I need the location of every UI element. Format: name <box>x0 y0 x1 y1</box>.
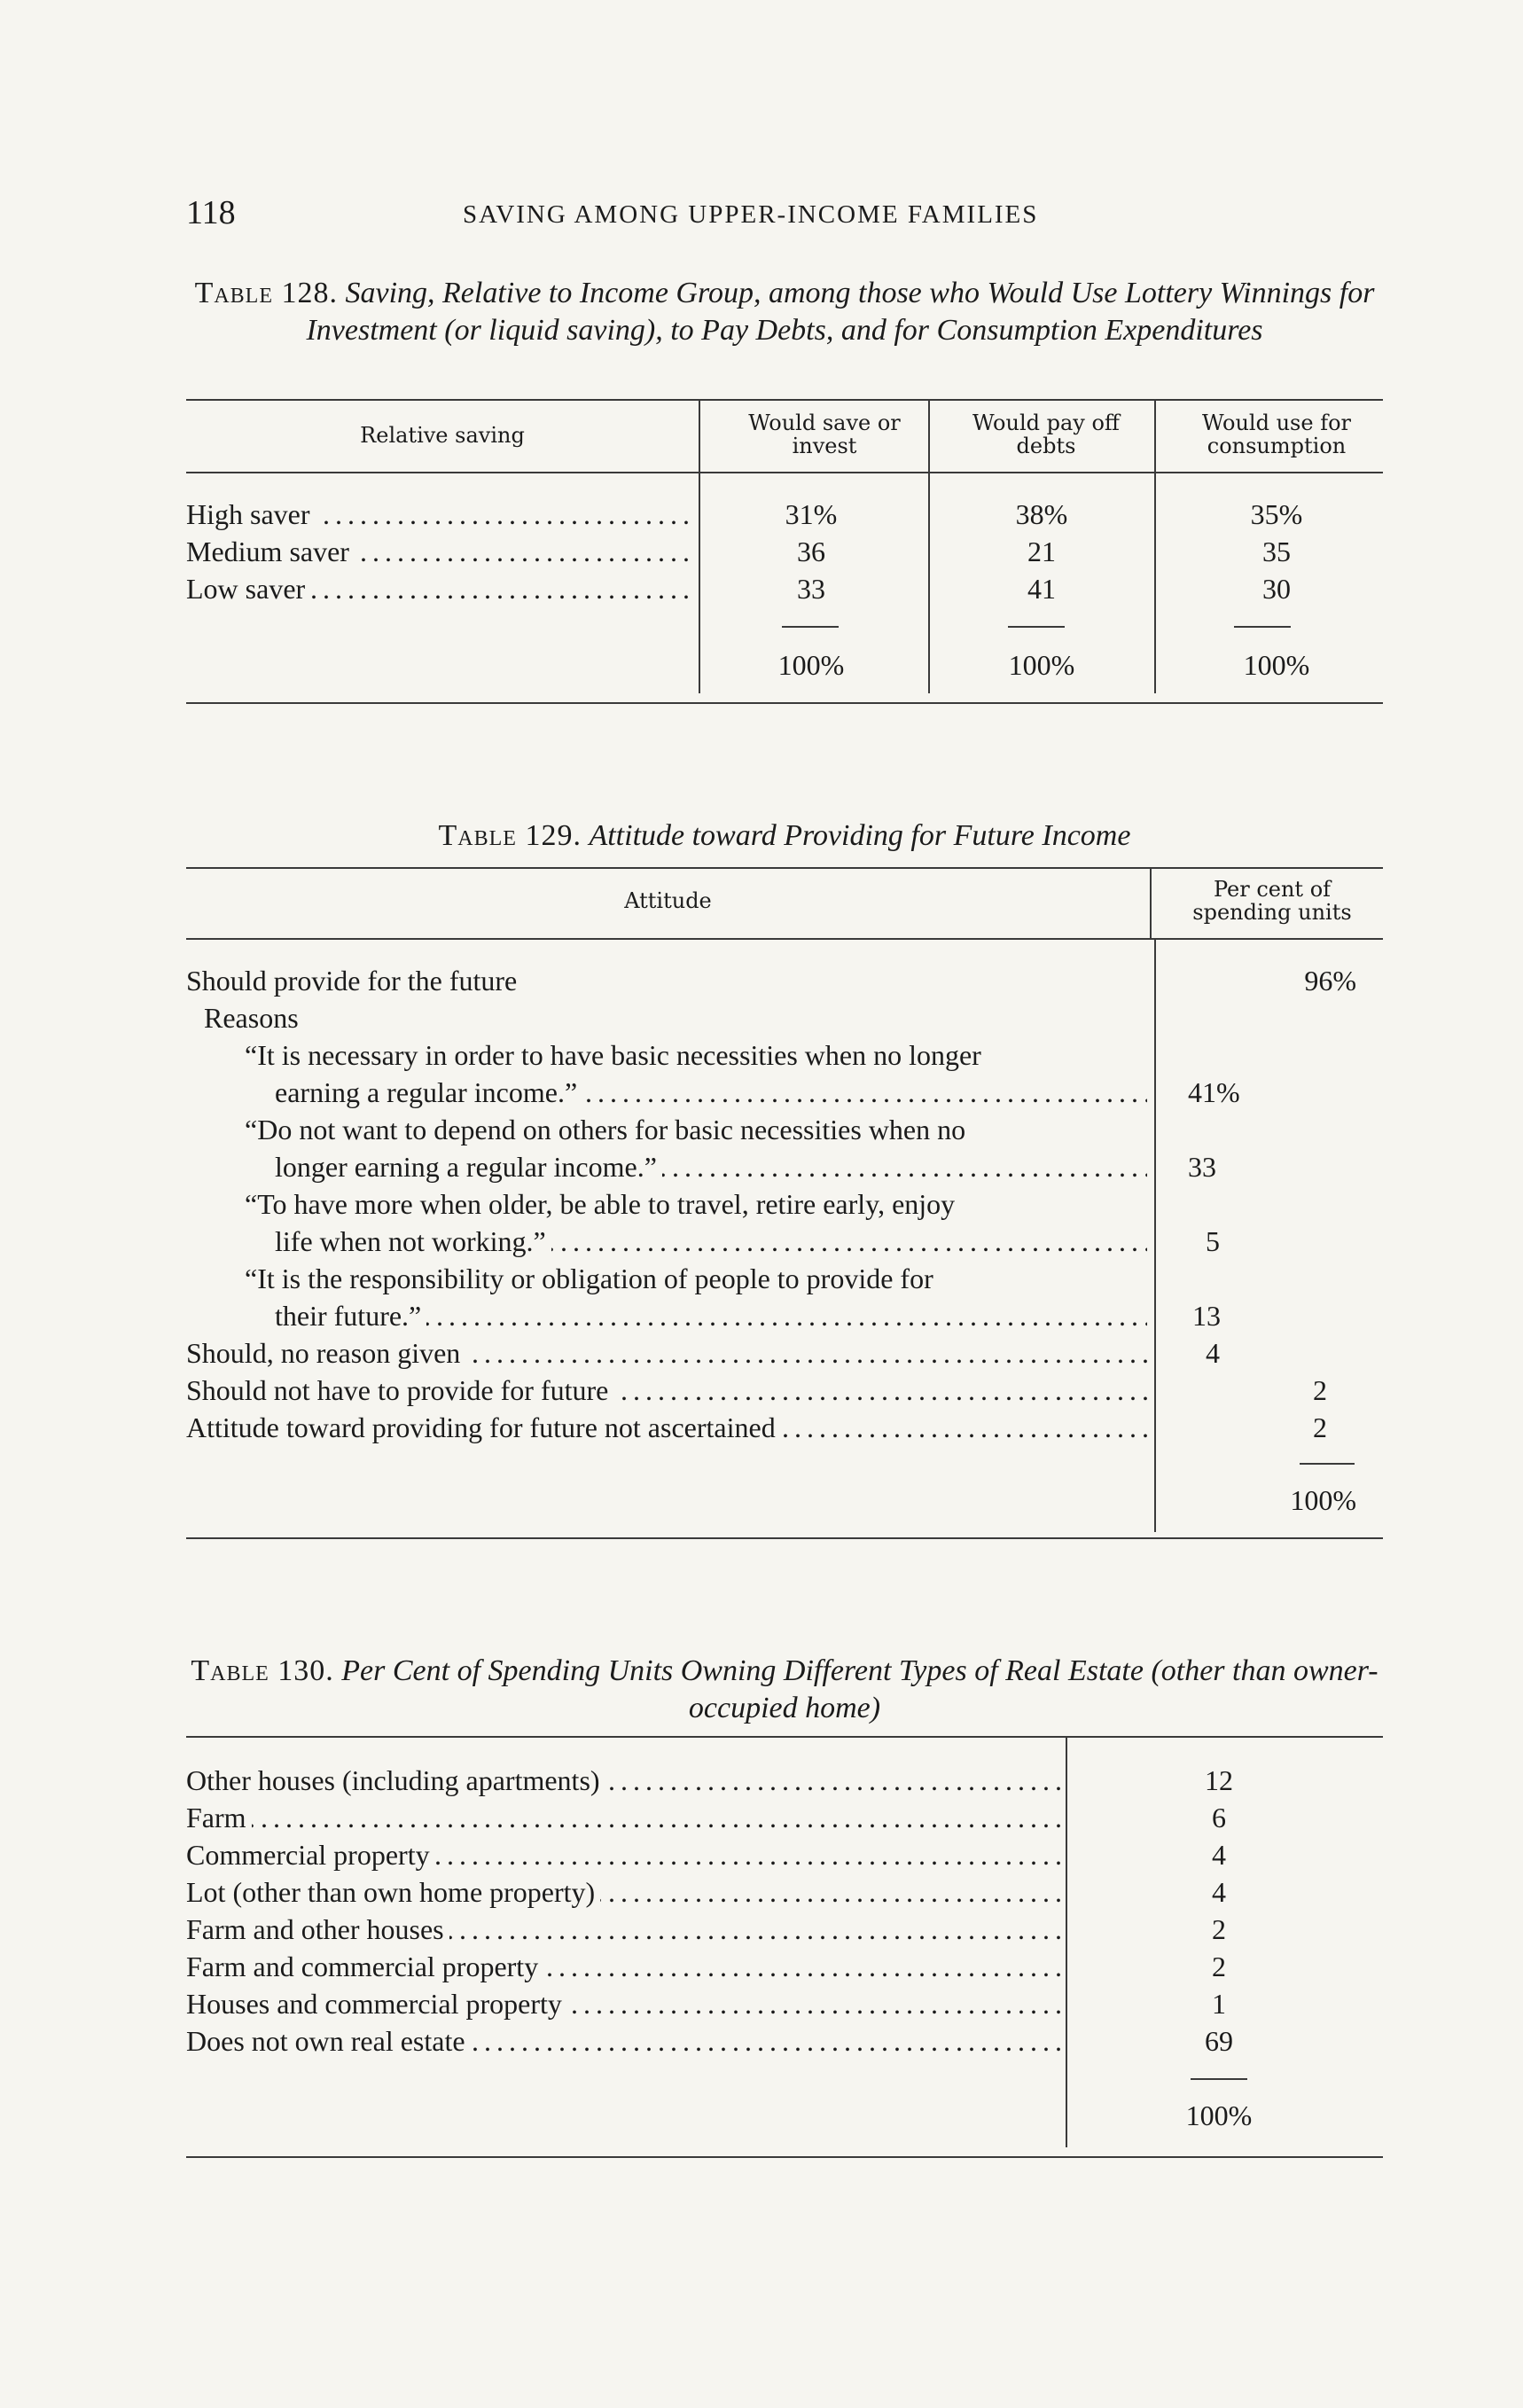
table-128-label: Table 128. <box>194 277 338 309</box>
table-128-caption <box>186 275 1383 349</box>
cell-value: 69 <box>1205 2025 1233 2057</box>
table-129-label: Table 129. <box>438 819 582 852</box>
column-header-pay-debts: Would pay off debts <box>972 410 1120 458</box>
table-129-caption <box>186 817 1383 855</box>
table-130-caption <box>186 1653 1383 1727</box>
table-row: longer earning a regular income.” . . . <box>275 1149 1147 1184</box>
table-row: Commercial property . . . <box>186 1837 1062 1872</box>
table-row: earning a regular income.” . . . <box>275 1075 1147 1110</box>
cell-value: 4 <box>1212 1839 1226 1871</box>
table-row: “It is necessary in order to have basic necessities when no longer <box>245 1039 981 1071</box>
cell-value: 96% <box>1304 965 1356 997</box>
page-number: 118 <box>186 194 236 231</box>
cell-value: 33 <box>1188 1151 1216 1183</box>
cell-value: 41 <box>1027 573 1056 605</box>
cell-value: 2 <box>1212 1913 1226 1945</box>
table-129-title: Attitude toward Providing for Future Income <box>589 819 1131 852</box>
table-row: Farm . . . <box>186 1800 1062 1835</box>
table-row: Should provide for the future <box>186 965 518 997</box>
table-row: Low saver . . . <box>186 571 693 606</box>
table-row: High saver . . . <box>186 496 693 532</box>
table-row: Should not have to provide for future . . . <box>186 1372 1147 1408</box>
cell-value: 2 <box>1313 1411 1327 1443</box>
total-value: 100% <box>777 649 845 681</box>
cell-value: 41% <box>1188 1076 1240 1108</box>
cell-value: 30 <box>1262 573 1291 605</box>
cell-value: 31% <box>785 498 838 530</box>
cell-value: 38% <box>1015 498 1068 530</box>
cell-value: 13 <box>1192 1300 1221 1332</box>
table-row: “To have more when older, be able to travel, retire early, enjoy <box>245 1188 956 1220</box>
cell-value: 4 <box>1212 1876 1226 1908</box>
table-130-label: Table 130. <box>191 1654 334 1687</box>
total-value: 100% <box>1243 649 1310 681</box>
table-row: their future.” . . . <box>275 1298 1147 1333</box>
running-head <box>186 193 1383 238</box>
table-row: “It is the responsibility or obligation of people to provide for <box>245 1263 933 1294</box>
cell-value: 4 <box>1206 1337 1220 1369</box>
table-row: Medium saver . . . <box>186 534 693 569</box>
cell-value: 2 <box>1313 1374 1327 1406</box>
table-130-title: Per Cent of Spending Units Owning Different Types of Real Estate (other than owner-occupied home) <box>341 1654 1379 1724</box>
cell-value: 33 <box>797 573 825 605</box>
cell-value: 12 <box>1205 1764 1233 1796</box>
table-row: “Do not want to depend on others for basic necessities when no <box>245 1114 966 1145</box>
column-header-consumption: Would use for consumption <box>1201 410 1352 458</box>
cell-value: 36 <box>797 536 825 567</box>
cell-value: 35 <box>1262 536 1291 567</box>
column-header-save-invest: Would save or invest <box>748 410 901 458</box>
column-header-per-cent: Per cent of spending units <box>1192 877 1352 925</box>
total-value: 100% <box>1185 2099 1253 2131</box>
table-row: Farm and commercial property . . . <box>186 1949 1062 1984</box>
column-header-relative-saving: Relative saving <box>360 423 525 448</box>
table-row: Lot (other than own home property) . . . <box>186 1874 1062 1910</box>
table-row: Does not own real estate . . . <box>186 2023 1062 2059</box>
total-value: 100% <box>1008 649 1075 681</box>
cell-value: 21 <box>1027 536 1056 567</box>
table-row: Reasons <box>204 1002 299 1034</box>
cell-value: 35% <box>1250 498 1303 530</box>
running-title: SAVING AMONG UPPER-INCOME FAMILIES <box>463 200 1039 229</box>
table-row: Houses and commercial property . . . <box>186 1986 1062 2021</box>
table-row: life when not working.” . . . <box>275 1224 1147 1259</box>
table-row: Farm and other houses . . . <box>186 1912 1062 1947</box>
cell-value: 2 <box>1212 1951 1226 1982</box>
table-128-title: Saving, Relative to Income Group, among those who Would Use Lottery Winnings for Investment (or liquid saving), to Pay Debts, and for Consumption Expenditures <box>306 277 1375 347</box>
total-value: 100% <box>1290 1484 1356 1516</box>
table-row: Other houses (including apartments) . . . <box>186 1763 1062 1798</box>
cell-value: 6 <box>1212 1802 1226 1833</box>
cell-value: 1 <box>1212 1988 1226 2020</box>
table-row: Attitude toward providing for future not ascertained . . . <box>186 1410 1147 1445</box>
table-row: Should, no reason given . . . <box>186 1335 1147 1371</box>
cell-value: 5 <box>1206 1225 1220 1257</box>
column-header-attitude: Attitude <box>624 888 712 913</box>
